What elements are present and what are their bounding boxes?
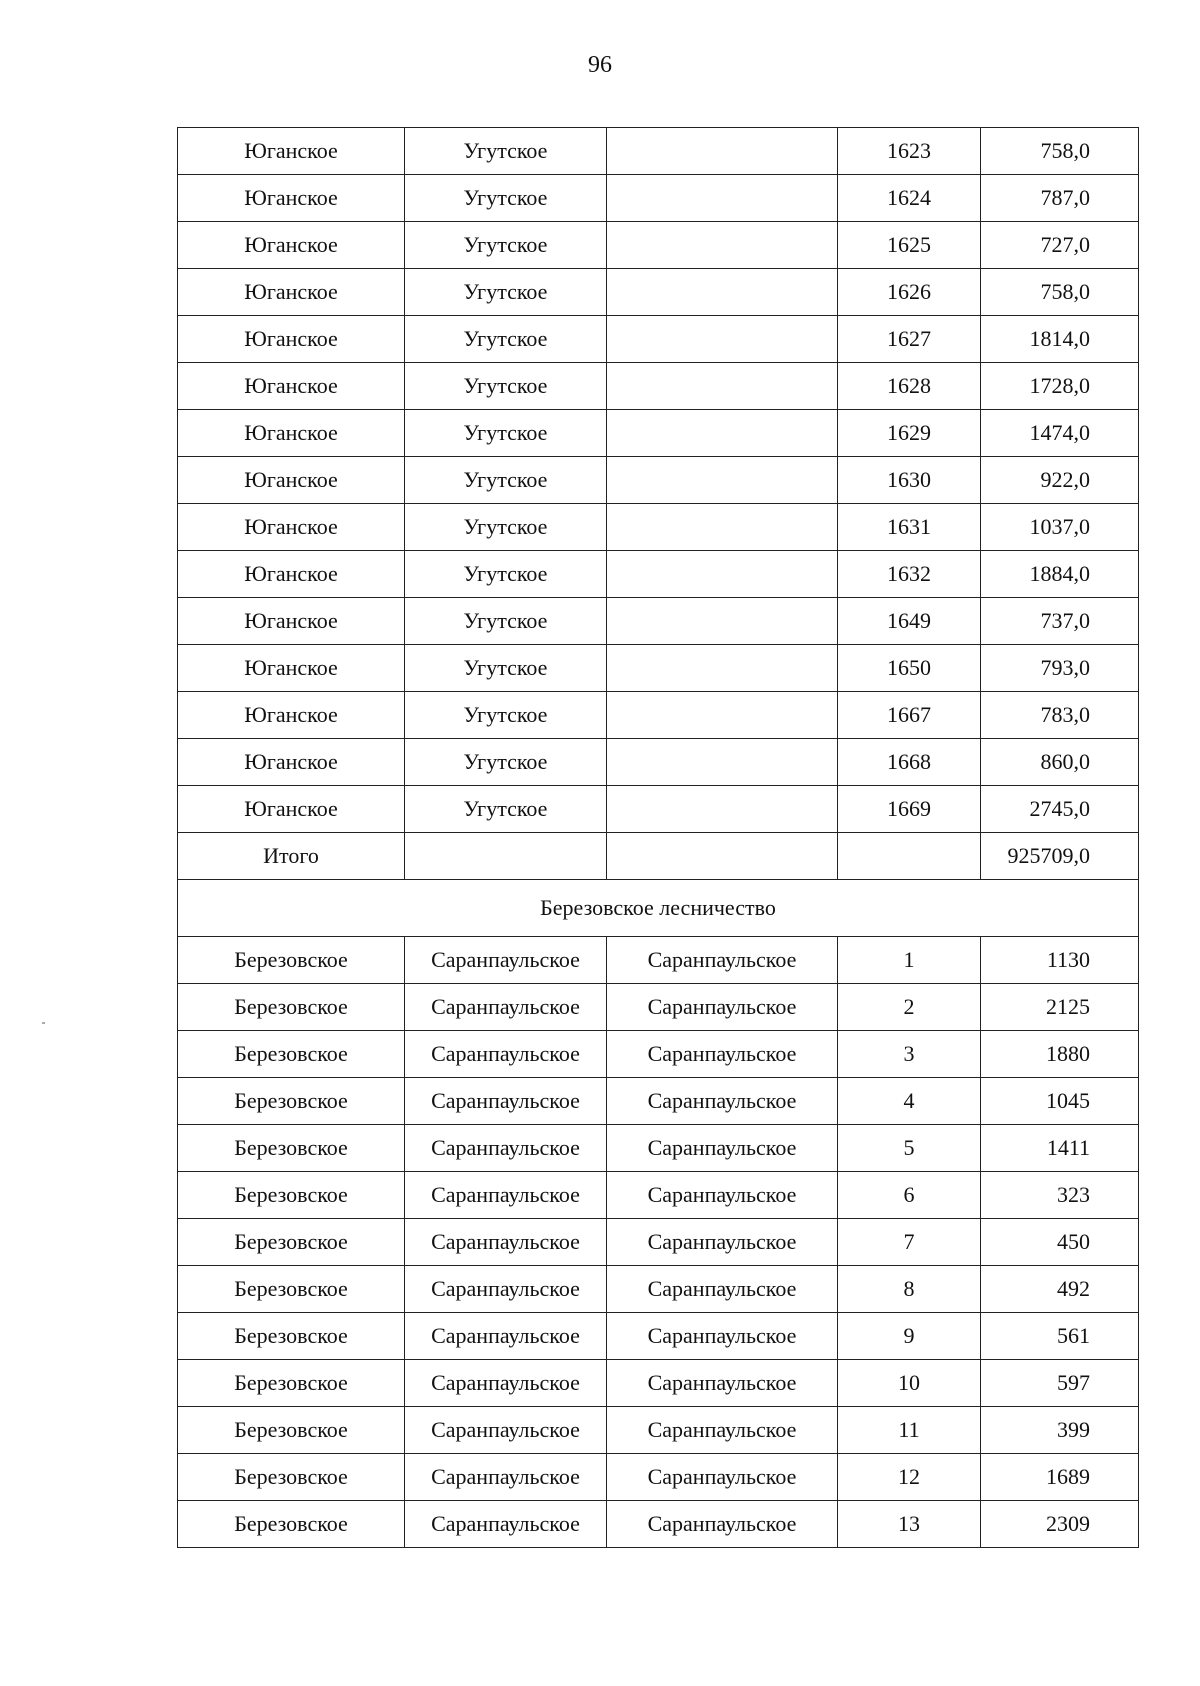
tract-cell [607, 598, 838, 645]
forestry-cell: Юганское [178, 504, 405, 551]
tract-cell [607, 175, 838, 222]
area-cell: 793,0 [981, 645, 1139, 692]
quarter-number-cell: 3 [838, 1031, 981, 1078]
table-row [178, 984, 1139, 1031]
forestry-cell: Юганское [178, 363, 405, 410]
quarter-number-cell: 1631 [838, 504, 981, 551]
quarter-number-cell: 1627 [838, 316, 981, 363]
quarter-number-cell: 1629 [838, 410, 981, 457]
tract-cell [607, 269, 838, 316]
forestry-cell: Березовское [178, 1313, 405, 1360]
forestry-cell: Березовское [178, 1454, 405, 1501]
area-cell: 399 [981, 1407, 1139, 1454]
tract-cell: Саранпаульское [607, 1407, 838, 1454]
total-value: 925709,0 [981, 833, 1139, 880]
table-row [178, 645, 1139, 692]
forestry-cell: Березовское [178, 1266, 405, 1313]
area-cell: 758,0 [981, 128, 1139, 175]
table-row [178, 551, 1139, 598]
table-row [178, 598, 1139, 645]
district-forestry-cell: Угутское [405, 739, 607, 786]
district-forestry-cell: Саранпаульское [405, 1172, 607, 1219]
area-cell: 737,0 [981, 598, 1139, 645]
quarter-number-cell: 10 [838, 1360, 981, 1407]
table-row [178, 1313, 1139, 1360]
forestry-cell: Юганское [178, 222, 405, 269]
tract-cell [607, 128, 838, 175]
tract-cell [607, 222, 838, 269]
tract-cell [607, 786, 838, 833]
area-cell: 727,0 [981, 222, 1139, 269]
forestry-cell: Березовское [178, 1031, 405, 1078]
district-forestry-cell: Угутское [405, 457, 607, 504]
district-forestry-cell: Саранпаульское [405, 1031, 607, 1078]
area-cell: 1884,0 [981, 551, 1139, 598]
area-cell: 2745,0 [981, 786, 1139, 833]
tract-cell: Саранпаульское [607, 1313, 838, 1360]
forestry-cell: Юганское [178, 786, 405, 833]
area-cell: 2309 [981, 1501, 1139, 1548]
forestry-cell: Березовское [178, 1172, 405, 1219]
quarter-number-cell: 1632 [838, 551, 981, 598]
quarter-number-cell: 1668 [838, 739, 981, 786]
area-cell: 860,0 [981, 739, 1139, 786]
tract-cell: Саранпаульское [607, 1125, 838, 1172]
district-forestry-cell: Угутское [405, 175, 607, 222]
quarter-number-cell: 1630 [838, 457, 981, 504]
area-cell: 323 [981, 1172, 1139, 1219]
table-body [178, 128, 1139, 1548]
table-row [178, 1407, 1139, 1454]
area-cell: 783,0 [981, 692, 1139, 739]
table-row [178, 363, 1139, 410]
quarter-number-cell: 1669 [838, 786, 981, 833]
table-row [178, 1454, 1139, 1501]
district-forestry-cell: Угутское [405, 504, 607, 551]
table-row [178, 1501, 1139, 1548]
district-forestry-cell: Угутское [405, 786, 607, 833]
table-row [178, 316, 1139, 363]
area-cell: 2125 [981, 984, 1139, 1031]
area-cell: 787,0 [981, 175, 1139, 222]
table-row [178, 128, 1139, 175]
area-cell: 758,0 [981, 269, 1139, 316]
quarter-number-cell: 13 [838, 1501, 981, 1548]
forestry-cell: Березовское [178, 1360, 405, 1407]
forestry-cell: Юганское [178, 692, 405, 739]
district-forestry-cell: Саранпаульское [405, 1407, 607, 1454]
forestry-cell: Юганское [178, 457, 405, 504]
district-forestry-cell: Угутское [405, 269, 607, 316]
forestry-cell: Березовское [178, 937, 405, 984]
quarter-number-cell: 8 [838, 1266, 981, 1313]
area-cell: 492 [981, 1266, 1139, 1313]
quarter-number-cell: 1624 [838, 175, 981, 222]
empty-cell [838, 833, 981, 880]
quarter-number-cell: 5 [838, 1125, 981, 1172]
district-forestry-cell: Угутское [405, 692, 607, 739]
table-row [178, 739, 1139, 786]
tract-cell: Саранпаульское [607, 937, 838, 984]
tract-cell: Саранпаульское [607, 1219, 838, 1266]
table-row [178, 1360, 1139, 1407]
quarter-number-cell: 2 [838, 984, 981, 1031]
tract-cell [607, 316, 838, 363]
area-cell: 1880 [981, 1031, 1139, 1078]
quarter-number-cell: 4 [838, 1078, 981, 1125]
forestry-cell: Юганское [178, 410, 405, 457]
table-row [178, 457, 1139, 504]
forestry-cell: Юганское [178, 645, 405, 692]
district-forestry-cell: Саранпаульское [405, 1266, 607, 1313]
area-cell: 561 [981, 1313, 1139, 1360]
empty-cell [607, 833, 838, 880]
district-forestry-cell: Угутское [405, 410, 607, 457]
tract-cell [607, 363, 838, 410]
forestry-cell: Юганское [178, 598, 405, 645]
table-row [178, 504, 1139, 551]
tract-cell [607, 504, 838, 551]
tract-cell [607, 739, 838, 786]
table-row [178, 1031, 1139, 1078]
district-forestry-cell: Угутское [405, 363, 607, 410]
area-cell: 1037,0 [981, 504, 1139, 551]
area-cell: 922,0 [981, 457, 1139, 504]
forestry-cell: Березовское [178, 984, 405, 1031]
tract-cell: Саранпаульское [607, 1172, 838, 1219]
tract-cell: Саранпаульское [607, 984, 838, 1031]
area-cell: 1411 [981, 1125, 1139, 1172]
district-forestry-cell: Саранпаульское [405, 984, 607, 1031]
table-row [178, 1078, 1139, 1125]
total-label: Итого [178, 833, 405, 880]
district-forestry-cell: Саранпаульское [405, 1125, 607, 1172]
forestry-cell: Юганское [178, 128, 405, 175]
district-forestry-cell: Угутское [405, 598, 607, 645]
tract-cell: Саранпаульское [607, 1266, 838, 1313]
district-forestry-cell: Угутское [405, 222, 607, 269]
tract-cell [607, 645, 838, 692]
quarter-number-cell: 6 [838, 1172, 981, 1219]
area-cell: 597 [981, 1360, 1139, 1407]
tract-cell [607, 457, 838, 504]
table-row [178, 269, 1139, 316]
forestry-cell: Юганское [178, 316, 405, 363]
table-row [178, 1266, 1139, 1313]
forestry-cell: Березовское [178, 1219, 405, 1266]
table-row [178, 1125, 1139, 1172]
tract-cell [607, 692, 838, 739]
scan-speck [42, 1022, 45, 1024]
district-forestry-cell: Угутское [405, 316, 607, 363]
forestry-cell: Юганское [178, 739, 405, 786]
area-cell: 1045 [981, 1078, 1139, 1125]
tract-cell: Саранпаульское [607, 1454, 838, 1501]
section-header-row [178, 880, 1139, 937]
quarter-number-cell: 12 [838, 1454, 981, 1501]
tract-cell: Саранпаульское [607, 1501, 838, 1548]
quarter-number-cell: 11 [838, 1407, 981, 1454]
quarter-number-cell: 1650 [838, 645, 981, 692]
area-cell: 1474,0 [981, 410, 1139, 457]
quarter-number-cell: 7 [838, 1219, 981, 1266]
tract-cell: Саранпаульское [607, 1360, 838, 1407]
forestry-cell: Березовское [178, 1407, 405, 1454]
forest-quarters-table [177, 127, 1139, 1548]
area-cell: 450 [981, 1219, 1139, 1266]
quarter-number-cell: 1626 [838, 269, 981, 316]
tract-cell: Саранпаульское [607, 1078, 838, 1125]
forestry-cell: Юганское [178, 175, 405, 222]
table-row [178, 175, 1139, 222]
quarter-number-cell: 9 [838, 1313, 981, 1360]
forestry-cell: Юганское [178, 551, 405, 598]
quarter-number-cell: 1628 [838, 363, 981, 410]
area-cell: 1130 [981, 937, 1139, 984]
area-cell: 1689 [981, 1454, 1139, 1501]
table-row [178, 1219, 1139, 1266]
district-forestry-cell: Саранпаульское [405, 1360, 607, 1407]
empty-cell [405, 833, 607, 880]
quarter-number-cell: 1649 [838, 598, 981, 645]
forestry-cell: Юганское [178, 269, 405, 316]
tract-cell: Саранпаульское [607, 1031, 838, 1078]
page-number: 96 [588, 52, 612, 78]
forestry-cell: Березовское [178, 1501, 405, 1548]
tract-cell [607, 410, 838, 457]
district-forestry-cell: Саранпаульское [405, 937, 607, 984]
table-row [178, 410, 1139, 457]
quarter-number-cell: 1625 [838, 222, 981, 269]
district-forestry-cell: Угутское [405, 551, 607, 598]
forestry-cell: Березовское [178, 1125, 405, 1172]
table-row [178, 937, 1139, 984]
district-forestry-cell: Угутское [405, 645, 607, 692]
quarter-number-cell: 1 [838, 937, 981, 984]
table-row [178, 1172, 1139, 1219]
quarter-number-cell: 1667 [838, 692, 981, 739]
table-row [178, 222, 1139, 269]
district-forestry-cell: Саранпаульское [405, 1501, 607, 1548]
table-row [178, 692, 1139, 739]
district-forestry-cell: Саранпаульское [405, 1313, 607, 1360]
district-forestry-cell: Саранпаульское [405, 1078, 607, 1125]
forestry-cell: Березовское [178, 1078, 405, 1125]
section-title: Березовское лесничество [178, 880, 1139, 937]
table-row [178, 786, 1139, 833]
district-forestry-cell: Саранпаульское [405, 1454, 607, 1501]
quarter-number-cell: 1623 [838, 128, 981, 175]
area-cell: 1814,0 [981, 316, 1139, 363]
area-cell: 1728,0 [981, 363, 1139, 410]
total-row [178, 833, 1139, 880]
district-forestry-cell: Угутское [405, 128, 607, 175]
district-forestry-cell: Саранпаульское [405, 1219, 607, 1266]
tract-cell [607, 551, 838, 598]
